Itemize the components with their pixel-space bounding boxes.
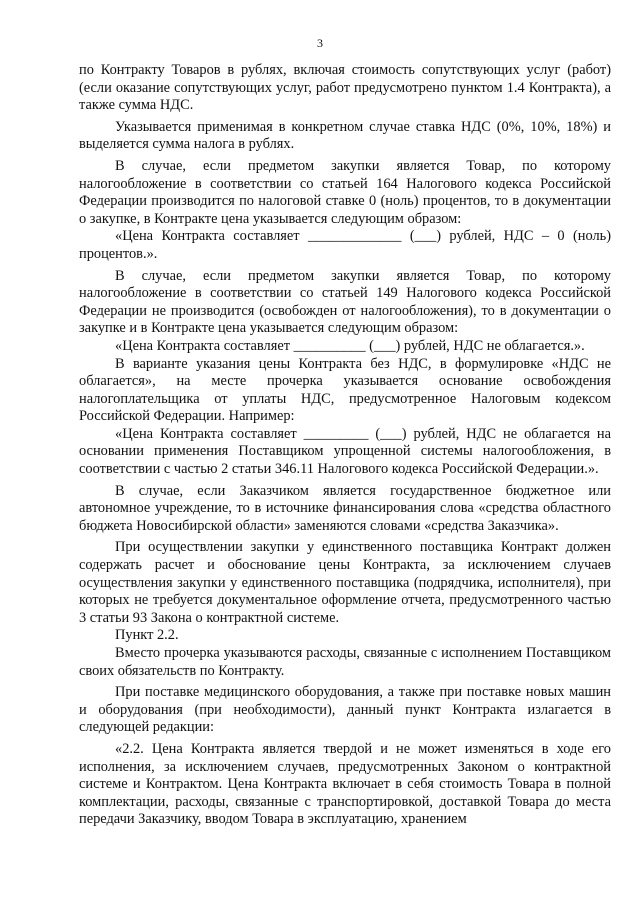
paragraph-vat-rate: Указывается применимая в конкретном случае ставка НДС (0%, 10%, 18%) и выделяется сумма налога в рублях. — [79, 118, 611, 153]
paragraph-continuation: по Контракту Товаров в рублях, включая стоимость сопутствующих услуг (работ) (если оказание сопутствующих услуг, работ предусмотрено пунктом 1.4 Контракта), а также сумма НДС. — [79, 62, 611, 114]
page-number: 3 — [317, 36, 323, 50]
paragraph-budget-institution: В случае, если Заказчиком является государственное бюджетное или автономное учреждение, то в источнике финансирования слова «средства областного бюджета Новосибирской области» заменяются словами «средства Заказчика». — [79, 482, 611, 534]
document-body — [79, 62, 611, 829]
paragraph-zero-rate-case: В случае, если предметом закупки является Товар, по которому налогообложение в соответствии со статьей 164 Налогового кодекса Российской Федерации производится по налоговой ставке 0 (ноль) процентов, то в документации о закупке, в Контракте цена указывается следующим образом: — [79, 157, 611, 227]
paragraph-exempt-case: В случае, если предметом закупки является Товар, по которому налогообложение в соответствии со статьей 149 Налогового кодекса Российской Федерации не производится (освобожден от налогообложения), то в документации о закупке и в Контракте цена указывается следующим образом: — [79, 267, 611, 337]
paragraph-clause-heading: Пункт 2.2. — [115, 627, 179, 644]
paragraph-without-vat: В варианте указания цены Контракта без НДС, в формулировке «НДС не облагается», на месте прочерка указывается основание освобождения налогоплательщика от уплаты НДС, предусмотренное Налоговым кодексом Российской Федерации. Например: — [79, 355, 611, 425]
paragraph-single-supplier: При осуществлении закупки у единственного поставщика Контракт должен содержать расчет и обоснование цены Контракта, за исключением случаев осуществления закупки у единственного поставщика (подрядчика, исполнителя), при которых не требуется документальное оформление отчета, предусмотренного частью 3 статьи 93 Закона о контрактной системе. — [79, 539, 611, 626]
paragraph-clause-2-2: «2.2. Цена Контракта является твердой и не может изменяться в ходе его исполнения, за исключением случаев, предусмотренных Законом о контрактной системе и Контрактом. Цена Контракта включает в себя стоимость Товара в полной комплектации, расходы, связанные с транспортировкой, доставкой Товара до места передачи Заказчику, вводом Товара в эксплуатацию, хранением — [79, 740, 611, 828]
paragraph-medical-equipment: При поставке медицинского оборудования, а также при поставке новых машин и оборудования (при необходимости), данный пункт Контракта излагается в следующей редакции: — [79, 684, 611, 736]
paragraph-simplified-example: «Цена Контракта составляет _________ (___) рублей, НДС не облагается на основании применения Поставщиком упрощенной системы налогообложения, в соответствии с частью 2 статьи 346.11 Налогового кодекса Российской Федерации.». — [79, 425, 611, 478]
paragraph-exempt-example: «Цена Контракта составляет __________ (___) рублей, НДС не облагается.». — [115, 337, 585, 354]
paragraph-clause-expenses: Вместо прочерка указываются расходы, связанные с исполнением Поставщиком своих обязательств по Контракту. — [79, 645, 611, 679]
paragraph-zero-rate-example: «Цена Контракта составляет _____________ (___) рублей, НДС – 0 (ноль) процентов.». — [79, 228, 611, 262]
